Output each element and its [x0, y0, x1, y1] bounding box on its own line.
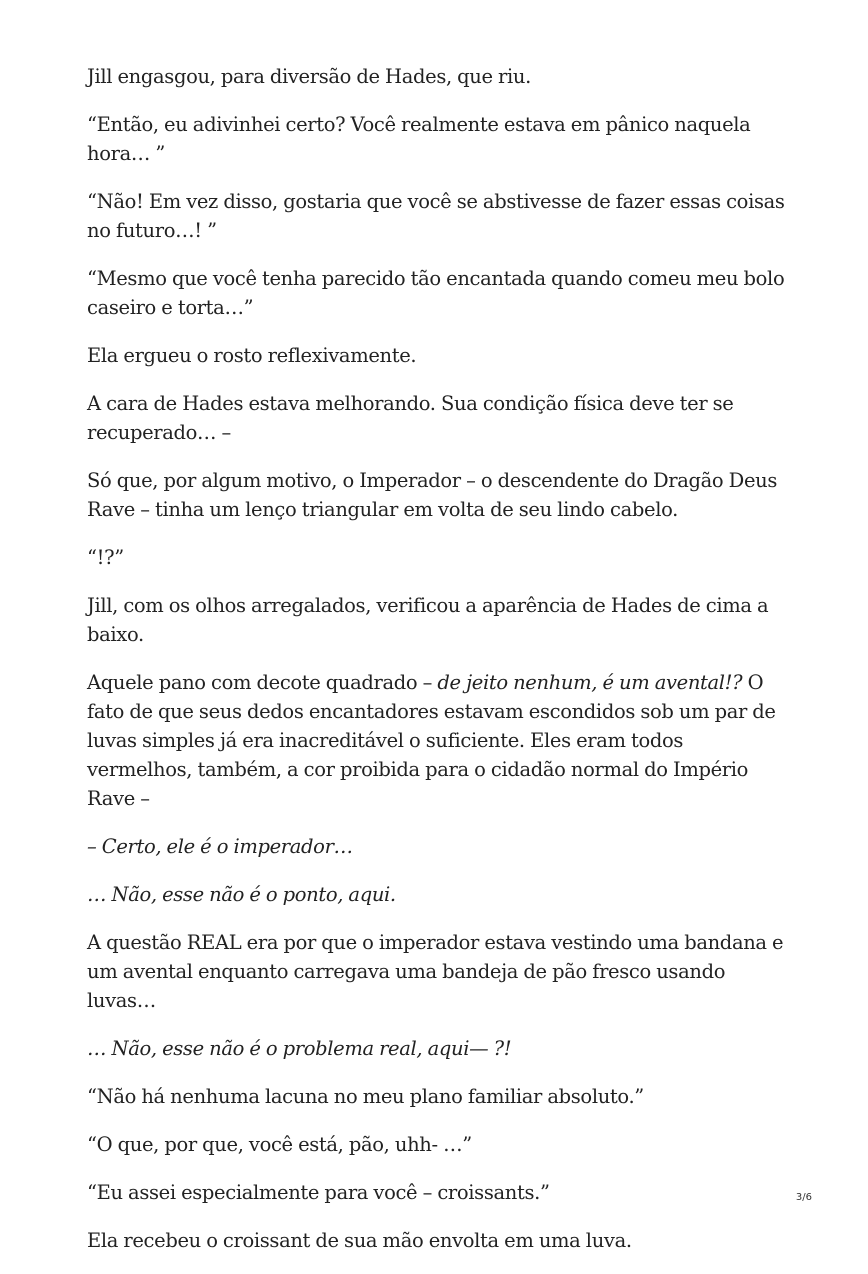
paragraph-1: Jill engasgou, para diversão de Hades, que riu. [87, 65, 531, 88]
page-number: 3/6 [795, 1192, 812, 1203]
paragraph-6: A cara de Hades estava melhorando. Sua condição física deve ter se recuperado… – [87, 392, 734, 444]
document-body [87, 62, 787, 1274]
paragraph-2: “Então, eu adivinhei certo? Você realmente estava em pânico naquela hora… ” [87, 113, 751, 165]
paragraph-8: “!?” [87, 546, 124, 569]
paragraph-17: “Eu assei especialmente para você – croissants.” [87, 1181, 550, 1204]
paragraph-11: – Certo, ele é o imperador… [87, 835, 353, 858]
paragraph-9: Jill, com os olhos arregalados, verificou a aparência de Hades de cima a baixo. [87, 594, 769, 646]
paragraph-10-lead: Aquele pano com decote quadrado – [87, 671, 438, 694]
paragraph-10-emphasis: de jeito nenhum, é um avental!? [437, 671, 743, 694]
paragraph-16: “O que, por que, você está, pão, uhh- …” [87, 1133, 472, 1156]
paragraph-18: Ela recebeu o croissant de sua mão envolta em uma luva. [87, 1229, 632, 1252]
paragraph-4: “Mesmo que você tenha parecido tão encantada quando comeu meu bolo caseiro e torta…” [87, 267, 785, 319]
paragraph-3: “Não! Em vez disso, gostaria que você se abstivesse de fazer essas coisas no futuro…! ” [87, 190, 785, 242]
paragraph-14: … Não, esse não é o problema real, aqui— ?! [87, 1037, 512, 1060]
paragraph-12: … Não, esse não é o ponto, aqui. [87, 883, 396, 906]
paragraph-13: A questão REAL era por que o imperador estava vestindo uma bandana e um avental enquanto carregava uma bandeja de pão fresco usando luvas… [87, 931, 784, 1012]
paragraph-10-rest: O fato de que seus dedos encantadores estavam escondidos sob um par de luvas simples já era inacreditável o suficiente. Eles eram todos vermelhos, também, a cor proibida para o cidadão normal do Império Rave – [87, 671, 776, 810]
paragraph-10 [87, 668, 787, 813]
paragraph-5: Ela ergueu o rosto reflexivamente. [87, 344, 417, 367]
paragraph-15: “Não há nenhuma lacuna no meu plano familiar absoluto.” [87, 1085, 644, 1108]
paragraph-7: Só que, por algum motivo, o Imperador – o descendente do Dragão Deus Rave – tinha um lenço triangular em volta de seu lindo cabelo. [87, 469, 777, 521]
